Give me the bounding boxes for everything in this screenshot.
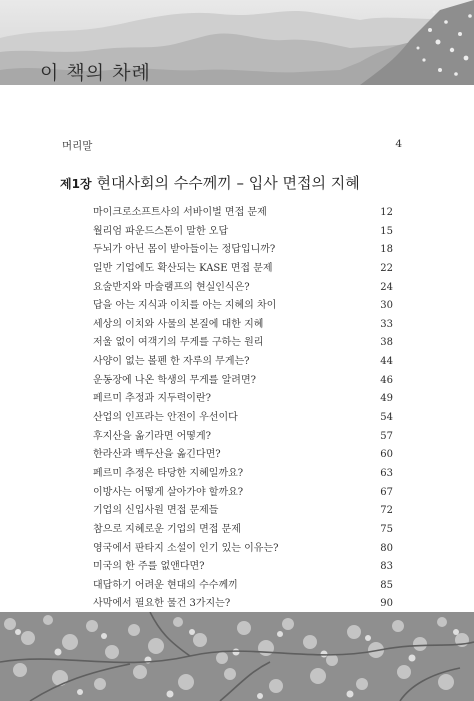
toc-entry[interactable] [93, 540, 393, 559]
blossom-branches-image [0, 612, 474, 701]
toc-entry-title: 사막에서 필요한 물건 3가지는? [93, 598, 231, 610]
toc-entry-title: 운동장에 나온 학생의 무게를 알려면? [93, 374, 256, 386]
preface-page-number: 4 [395, 138, 402, 150]
chapter-heading [60, 172, 420, 193]
toc-entry[interactable] [93, 353, 393, 372]
toc-entry-title: 저울 없이 여객기의 무게를 구하는 원리 [93, 337, 264, 349]
toc-entry[interactable] [93, 502, 393, 521]
toc-entry-title: 대답하기 어려운 현대의 수수께끼 [93, 579, 238, 591]
toc-entry-page: 85 [380, 579, 393, 591]
toc-entry[interactable] [93, 521, 393, 540]
toc-entry-page: 75 [380, 523, 393, 535]
toc-entry-title: 미국의 한 주를 없앤다면? [93, 561, 205, 573]
toc-entry-title: 영국에서 판타지 소설이 인기 있는 이유는? [93, 542, 279, 554]
toc-entry-page: 46 [380, 374, 393, 386]
toc-entry-title: 한라산과 백두산을 옮긴다면? [93, 449, 221, 461]
toc-entry-page: 72 [380, 505, 393, 517]
toc-entry[interactable] [93, 316, 393, 335]
header-banner [0, 0, 474, 85]
toc-entry-page: 67 [380, 486, 393, 498]
toc-entry-title: 참으로 지혜로운 기업의 면접 문제 [93, 523, 241, 535]
toc-entry[interactable] [93, 409, 393, 428]
toc-entry-title: 세상의 이치와 사물의 본질에 대한 지혜 [93, 318, 264, 330]
toc-entry[interactable] [93, 484, 393, 503]
toc-entry[interactable] [93, 223, 393, 242]
toc-entry[interactable] [93, 260, 393, 279]
toc-entry-page: 12 [380, 207, 393, 218]
toc-entry[interactable] [93, 558, 393, 577]
toc-entry-title: 월리엄 파운드스톤이 말한 오답 [93, 225, 229, 237]
chapter-title: 현대사회의 수수께끼 – 입사 면접의 지혜 [96, 174, 360, 192]
chapter-number: 제1장 [60, 177, 92, 191]
toc-entry-title: 기업의 신입사원 면접 문제들 [93, 505, 219, 517]
preface-label: 머리말 [62, 140, 93, 152]
toc-preface-row[interactable] [62, 138, 402, 156]
toc-entry[interactable] [93, 241, 393, 260]
toc-entry-page: 63 [380, 467, 393, 479]
toc-entry-title: 마이크로소프트사의 서바이벌 면접 문제 [93, 207, 267, 218]
toc-entry-page: 18 [380, 244, 393, 256]
toc-entry-page: 80 [380, 542, 393, 554]
toc-entry[interactable] [93, 297, 393, 316]
toc-entry-title: 후지산을 옮기라면 어떻게? [93, 430, 211, 442]
toc-list [93, 204, 393, 633]
toc-entry[interactable] [93, 428, 393, 447]
toc-entry[interactable] [93, 446, 393, 465]
footer-banner [0, 612, 474, 701]
toc-entry-page: 33 [380, 318, 393, 330]
toc-entry-page: 54 [380, 412, 393, 424]
toc-entry-title: 페르미 추정은 타당한 지혜일까요? [93, 467, 244, 479]
toc-entry-title: 산업의 인프라는 안전이 우선이다 [93, 412, 238, 424]
toc-entry[interactable] [93, 465, 393, 484]
toc-entry-page: 38 [380, 337, 393, 349]
toc-entry-title: 두뇌가 아닌 몸이 받아들이는 정답입니까? [93, 244, 276, 256]
toc-entry-title: 일반 기업에도 확산되는 KASE 면접 문제 [93, 262, 273, 274]
toc-entry-page: 83 [380, 561, 393, 573]
toc-entry-page: 57 [380, 430, 393, 442]
toc-entry[interactable] [93, 334, 393, 353]
toc-entry-page: 90 [380, 598, 393, 610]
toc-entry-page: 22 [380, 262, 393, 274]
toc-entry-page: 30 [380, 300, 393, 312]
toc-entry-title: 답을 아는 지식과 이치를 아는 지혜의 차이 [93, 300, 277, 312]
toc-entry-page: 44 [380, 356, 393, 368]
toc-entry-title: 사양이 없는 볼펜 한 자루의 무게는? [93, 356, 250, 368]
toc-entry-page: 15 [380, 225, 393, 237]
toc-entry-page: 60 [380, 449, 393, 461]
toc-entry-page: 49 [380, 393, 393, 405]
toc-entry[interactable] [93, 390, 393, 409]
toc-entry-title: 요술반지와 마술램프의 현실인식은? [93, 281, 250, 293]
toc-entry[interactable] [93, 279, 393, 298]
toc-entry[interactable] [93, 577, 393, 596]
toc-entry-title: 이방사는 어떻게 살아가야 할까요? [93, 486, 244, 498]
toc-entry[interactable] [93, 204, 393, 223]
toc-entry-title: 페르미 추정과 지두력이란? [93, 393, 211, 405]
toc-entry-page: 24 [380, 281, 393, 293]
page-title: 이 책의 차례 [40, 62, 151, 84]
toc-entry[interactable] [93, 372, 393, 391]
